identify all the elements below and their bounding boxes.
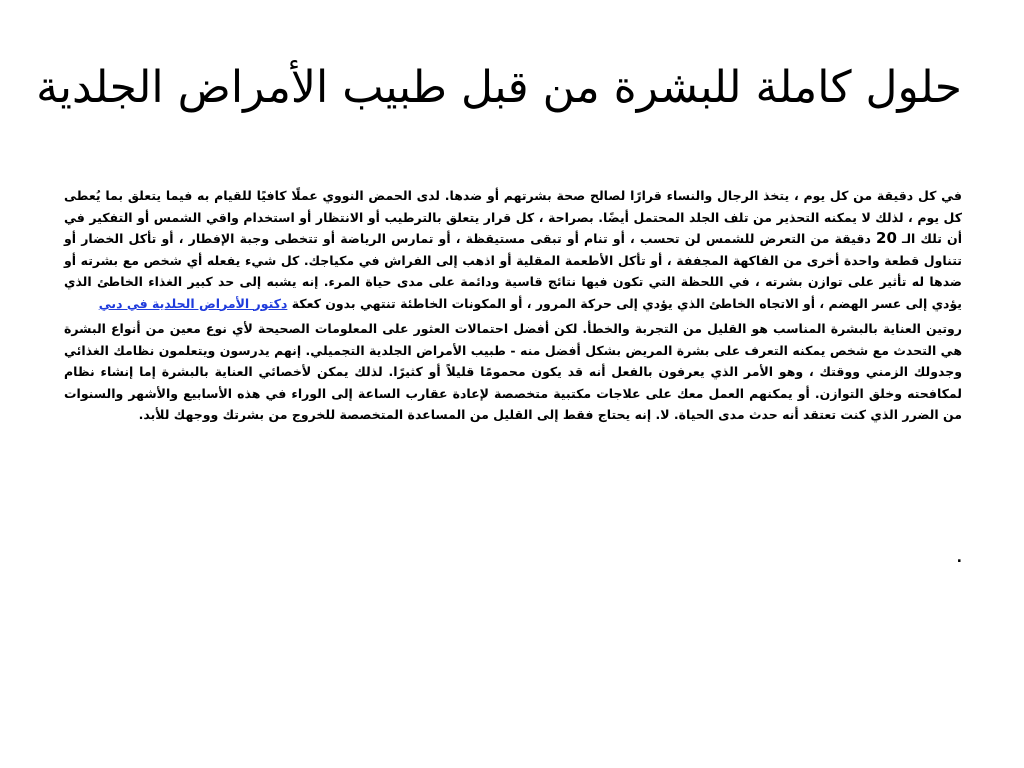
paragraph-intro <box>64 185 962 314</box>
paragraph-intro-text: في كل دقيقة من كل يوم ، يتخذ الرجال والنساء قرارًا لصالح صحة بشرتهم أو ضدها. لدى الحمض النووي عملًا كافيًا للقيام به فيما يتعلق بما يُعطى كل يوم ، لذلك لا يمكنه التحذير من تلف الجلد المحتمل أيضًا. بصراحة ، كل قرار يتعلق بالترطيب أو الانتظار أو استخدام واقي الشمس أو التفكير في أن تلك الـ <box>64 188 962 246</box>
minutes-number: 20 <box>876 229 897 247</box>
paragraph-skincare-routine: روتين العناية بالبشرة المناسب هو القليل من التجربة والخطأ. لكن أفضل احتمالات العثور على المعلومات الصحيحة لأي نوع معين من أنواع البشرة هي التحدث مع شخص يمكنه التعرف على بشرة المريض بشكل أفضل منه - طبيب الأمراض الجلدية التجميلي. إنهم يدرسون ويتعلمون نظامك الغذائي وجدولك الزمني ووقتك ، وهو الأمر الذي يعرفون بالفعل أنه قد يكون محمومًا قليلاً أو كثيرًا. لذلك يمكن لأخصائي العناية بالبشرة إما إنشاء نظام لمكافحته وخلق التوازن. أو يمكنهم العمل معك على علاجات مكتبية متخصصة لإعادة عقارب الساعة إلى الوراء في هذه الأسابيع والأشهر والسنوات من الضرر الذي كنت تعتقد أنه حدث مدى الحياة. لا. إنه يحتاج فقط إلى القليل من المساعدة المتخصصة للخروج من بشرتك ووجهك للأبد. <box>64 321 962 422</box>
trailing-dot: . <box>956 550 962 566</box>
slide-title: حلول كاملة للبشرة من قبل طبيب الأمراض الجلدية <box>36 62 962 113</box>
slide-body <box>64 185 962 430</box>
paragraph-intro-continued: دقيقة من التعرض للشمس لن تحسب ، أو تنام أو تبقى مستيقظة ، أو تمارس الرياضة أو تتخطى وجبة الإفطار ، أو تأكل الخضار أو تتناول قطعة واحدة أخرى من الفاكهة المجففة ، أو تأكل الأطعمة المقلية أو اذهب إلى الفراش في مكياجك. كل شيء يفعله أي شخص مع بشرته أو ضدها له تأثير على توازن بشرته ، في اللحظة التي تكون فيها نتائج قاسية ودائمة على مدى حياة المرء. إنه يشبه إلى حد كبير الغذاء الخاطئ الذي يؤدي إلى عسر الهضم ، أو الاتجاه الخاطئ الذي يؤدي إلى حركة المرور ، أو المكونات الخاطئة تنتهي بدون كعكة <box>64 231 962 311</box>
dermatologist-dubai-link[interactable]: دكتور الأمراض الجلدية في دبي <box>98 295 288 311</box>
